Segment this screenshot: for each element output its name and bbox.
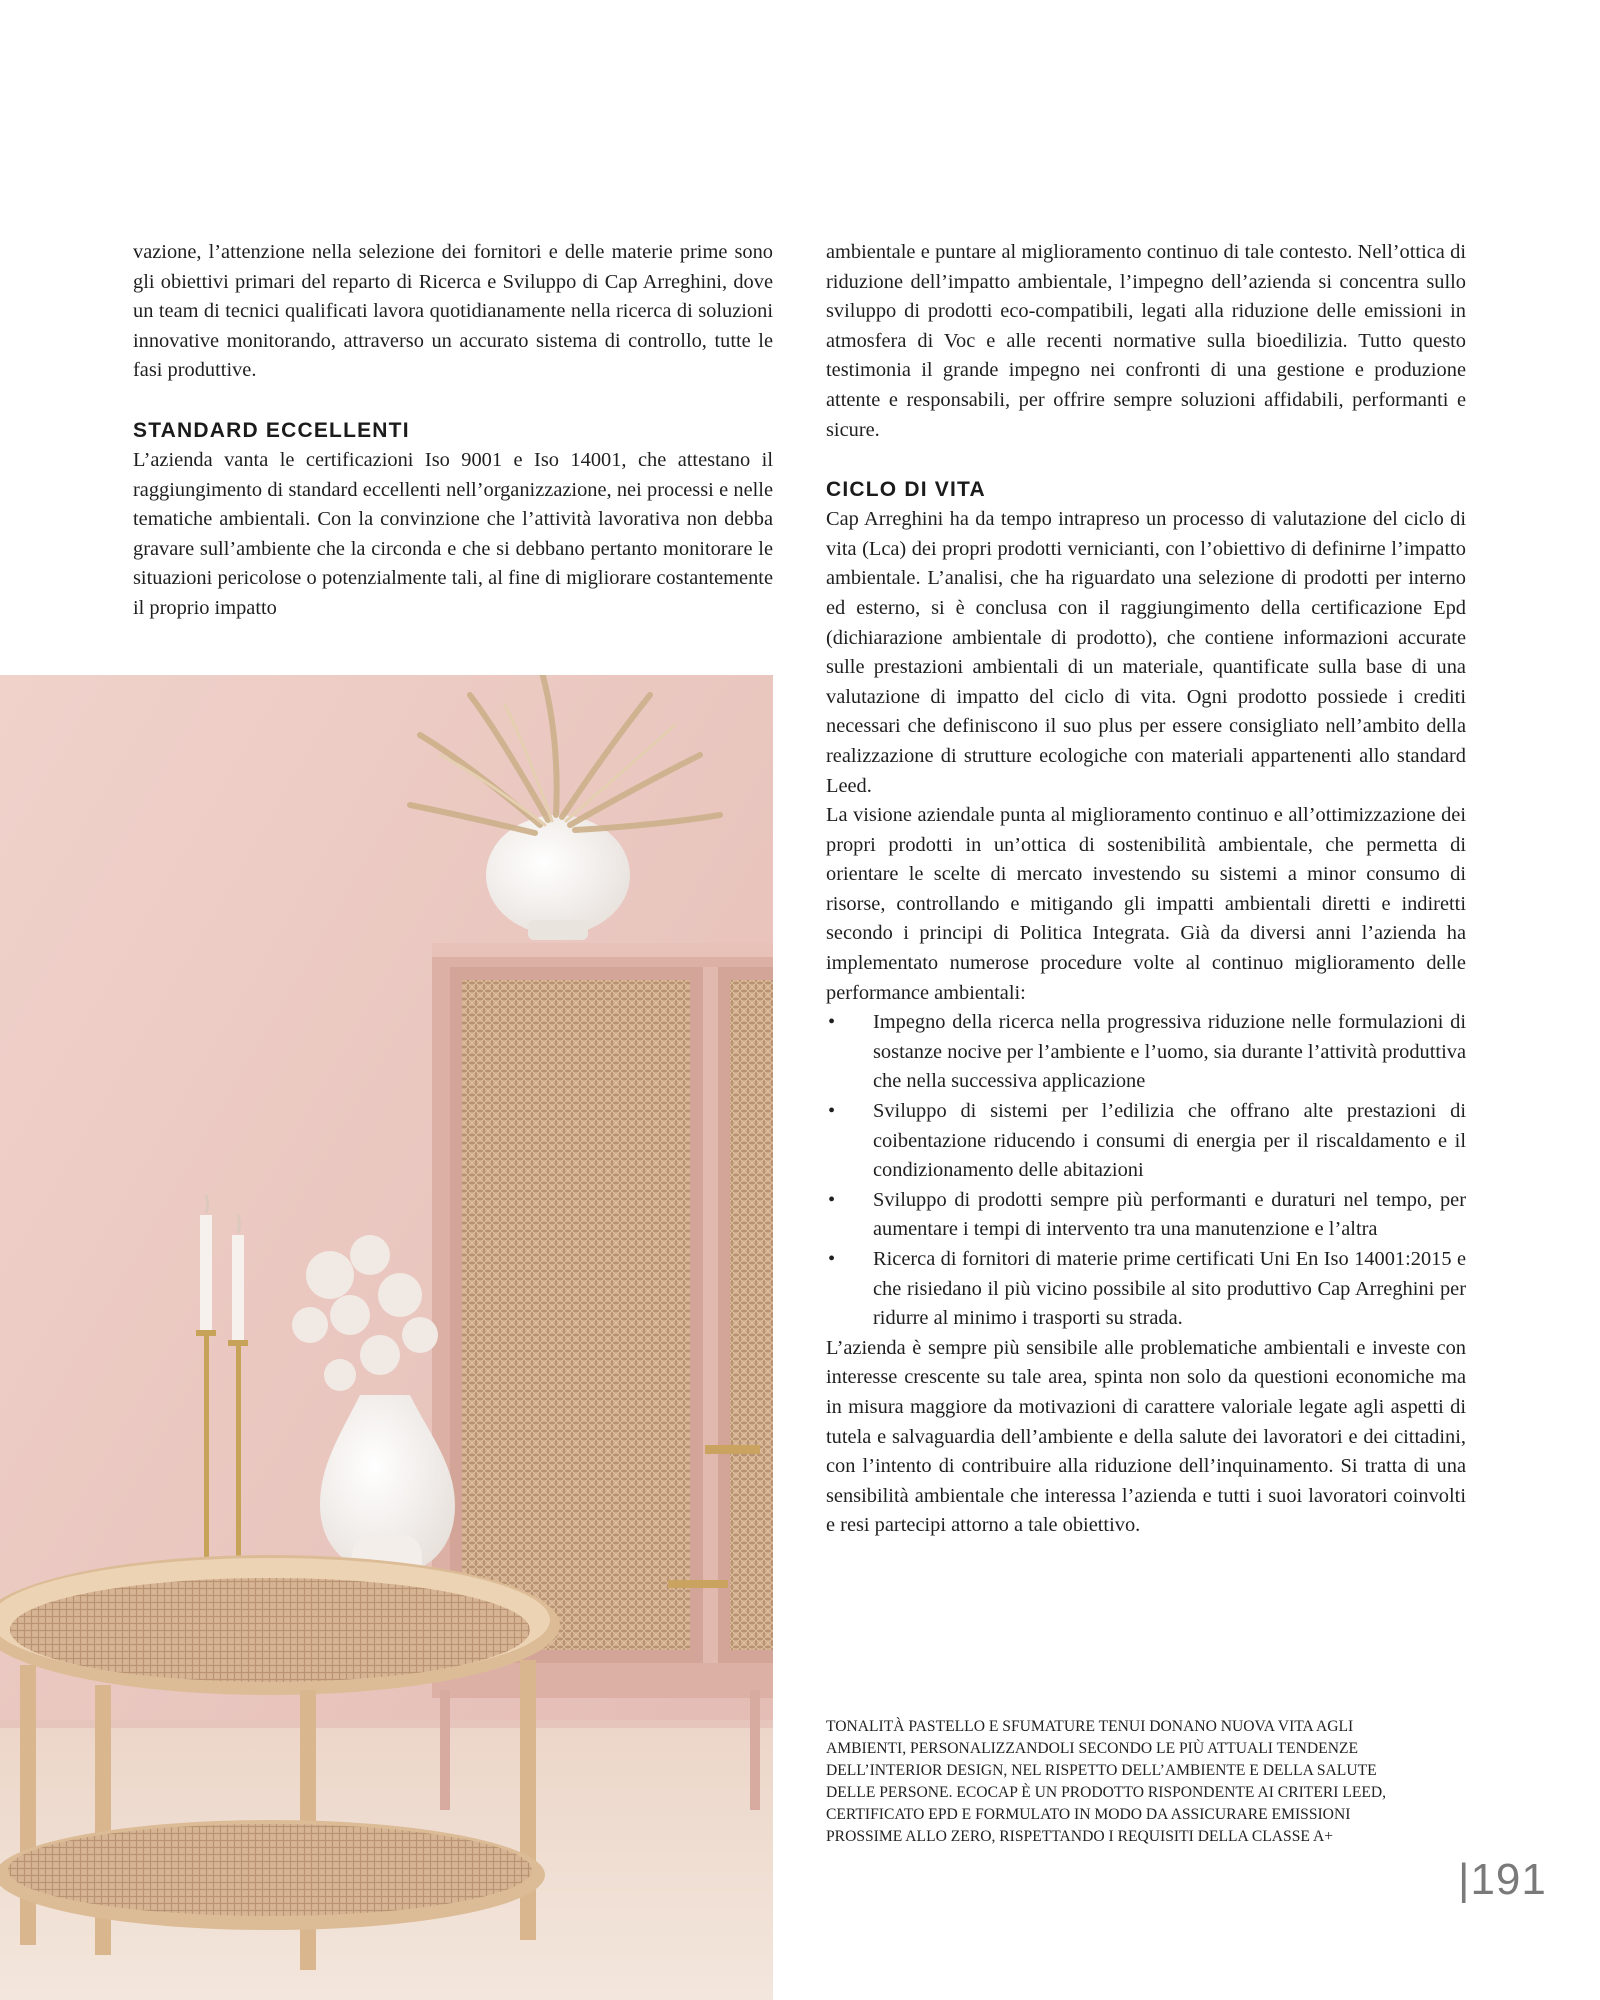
cabinet-handle — [705, 1445, 760, 1454]
interior-photo — [0, 675, 773, 2000]
page-number: |191 — [1458, 1855, 1547, 1904]
list-item: • Sviluppo di sistemi per l’edilizia che offrano alte prestazioni di coibentazione riducendo i consumi di energia per il riscaldamento e il condizionamento delle abitazioni — [826, 1097, 1466, 1186]
list-item: • Impegno della ricerca nella progressiva riduzione nelle formulazioni di sostanze nocive per l’ambiente e l’uomo, sia durante l’attività produttiva che nella successiva applicazione — [826, 1008, 1466, 1097]
interior-scene-illustration — [0, 675, 773, 2000]
heading-standard-eccellenti: STANDARD ECCELLENTI — [133, 418, 410, 442]
list-item: • Ricerca di fornitori di materie prime certificati Uni En Iso 14001:2015 e che risiedano il più vicino possibile al sito produttivo Cap Arreghini per ridurre al minimo i trasporti su strada. — [826, 1245, 1466, 1334]
right-column — [826, 238, 1466, 1541]
cabinet — [432, 943, 773, 1810]
continuation-paragraph: ambientale e puntare al miglioramento continuo di tale contesto. Nell’ottica di riduzione dell’impatto ambientale, l’impegno dell’azienda si concentra sullo sviluppo di prodotti eco-compatibili, legati alla riduzione delle emissioni in atmosfera di Voc e alle recenti normative sulla bioedilizia. Tutto questo testimonia il grande impegno nei confronti di una gestione e produzione attente e responsabili, per offrire sempre soluzioni affidabili, performanti e sicure. — [826, 241, 1466, 441]
left-column — [133, 238, 773, 624]
heading-ciclo-di-vita: CICLO DI VITA — [826, 478, 986, 502]
photo-caption: TONALITÀ PASTELLO E SFUMATURE TENUI DONANO NUOVA VITA AGLI AMBIENTI, PERSONALIZZANDOLI SECONDO LE PIÙ ATTUALI TENDENZE DELL’INTERIOR DESIGN, NEL RISPETTO DELL’AMBIENTE E DELLA SALUTE DELLE PERSONE. ECOCAP È UN PRODOTTO RISPONDENTE AI CRITERI LEED, CERTIFICATO EPD E FORMULATO IN MODO DA ASSICURARE EMISSIONI PROSSIME ALLO ZERO, RISPETTANDO I REQUISITI DELLA CLASSE A+ — [826, 1718, 1387, 1845]
intro-paragraph: vazione, l’attenzione nella selezione dei fornitori e delle materie prime sono gli obiettivi primari del reparto di Ricerca e Sviluppo di Cap Arreghini, dove un team di tecnici qualificati lavora quotidianamente nella ricerca di soluzioni innovative monitorando, attraverso un accurato sistema di controllo, tutte le fasi produttive. — [133, 241, 773, 382]
standard-paragraph: L’azienda vanta le certificazioni Iso 9001 e Iso 14001, che attestano il raggiungimento di standard eccellenti nell’organizzazione, nei processi e nelle tematiche ambientali. Con la convinzione che l’attività lavorativa non debba gravare sull’ambiente che la circonda e che si debbano pertanto monitorare le situazioni pericolose o potenzialmente tali, al fine di migliorare costantemente il proprio impatto — [133, 448, 773, 619]
ciclo-paragraph-1: Cap Arreghini ha da tempo intrapreso un processo di valutazione del ciclo di vita (Lca) dei propri prodotti vernicianti, con l’obiettivo di definirne l’impatto ambientale. L’analisi, che ha riguardato una selezione di prodotti per interno ed esterno, si è conclusa con il raggiungimento della certificazione Epd (dichiarazione ambientale di prodotto), che contiene informazioni accurate sulle prestazioni ambientali di un materiale, quantificate sulla base di una valutazione di impatto del ciclo di vita. Ogni prodotto possiede i crediti necessari che definiscono il suo plus per essere consigliato nell’ambito della realizzazione di strutture ecologiche con materiali appartenenti allo standard Leed. — [826, 508, 1466, 797]
closing-paragraph: L’azienda è sempre più sensibile alle problematiche ambientali e investe con interesse crescente su tale area, spinta non solo da questioni economiche ma in misura maggiore da motivazioni di carattere valoriale legate agli aspetti di tutela e salvaguardia dell’ambiente e della salute dei lavoratori e dei cittadini, con l’intento di contribuire alla riduzione dell’inquinamento. Si tratta di una sensibilità ambientale che interessa l’azienda e tutti i suoi lavoratori coinvolti e resi partecipi attorno a tale obiettivo. — [826, 1336, 1466, 1537]
list-item: • Sviluppo di prodotti sempre più performanti e duraturi nel tempo, per aumentare i tempi di intervento tra una manutenzione e l’altra — [826, 1186, 1466, 1245]
procedures-list — [826, 1008, 1466, 1334]
ciclo-paragraph-2: La visione aziendale punta al miglioramento continuo e all’ottimizzazione dei propri prodotti in un’ottica di sostenibilità ambientale, che permetta di orientare le scelte di mercato investendo su sistemi a minor consumo di risorse, controllando e mitigando gli impatti ambientali diretti e indiretti secondo i principi di Politica Integrata. Già da diversi anni l’azienda ha implementato numerose procedure volte al continuo miglioramento delle performance ambientali: — [826, 804, 1466, 1004]
